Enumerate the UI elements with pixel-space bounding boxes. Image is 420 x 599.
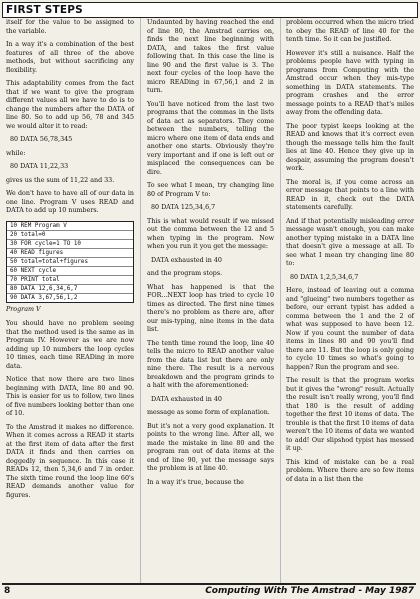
code-line: 80 DATA 11,22,33 xyxy=(10,163,69,170)
paragraph: However it's still a nuisance. Half the problems people have with typing in programs from Computing with the Amstrad occur when they mis-type something in DATA statements. The program crashes and the error message points to a READ that's miles away from the offending data. xyxy=(286,49,414,116)
paragraph: Notice that now there are two lines beginning with DATA, line 80 and 90. This is easier for us to follow, two lines of five numbers looking better than one of 10. xyxy=(6,376,134,417)
listing-line: 60 NEXT cycle xyxy=(7,266,133,275)
code-line: 80 DATA 125,34,6,7 xyxy=(151,204,216,211)
column-3 xyxy=(286,19,414,489)
listing-line: 50 total=total+figures xyxy=(7,257,133,266)
column-divider xyxy=(280,18,281,583)
paragraph: The result is that the program works but it gives the "wrong" result. Actually the result isn't really wrong, you'll find that 180 is the result of adding together the first 10 items of data. The trouble is that the first 10 items of data weren't the 10 items of data we wanted to add! Our slipshod typist has messed it up. xyxy=(286,377,414,452)
paragraph: and the program stops. xyxy=(147,270,223,277)
paragraph: You'll have noticed from the last two programs that the commas in the lists of data act as separators. They come between the numbers, telling the micro where one item of data ends and another one starts. Obviously they're very important and if one is left out or misplaced the consequences can be dire. xyxy=(147,100,274,176)
listing-line: 20 total=0 xyxy=(7,230,133,239)
paragraph: This adaptability comes from the fact that if we want to give the program different values all we have to do is to change the numbers after the DATA of line 80. So to add up 56, 78 and 345 we would alter it to read: xyxy=(6,80,134,130)
program-listing xyxy=(6,221,134,303)
code-line: 80 DATA 1,2,5,34,6,7 xyxy=(290,273,359,281)
listing-line: 40 READ figures xyxy=(7,248,133,257)
paragraph: In a way it's a combination of the best features of all three of the above methods, but without sacrificing any flexibility. xyxy=(6,41,134,74)
paragraph: itself for the value to be assigned to the variable. xyxy=(6,19,134,35)
page-number: 8 xyxy=(4,586,11,596)
paragraph: while: xyxy=(6,149,26,157)
listing-line: 30 FOR cycle=1 TO 10 xyxy=(7,239,133,248)
paragraph: To the Amstrad it makes no difference. When it comes across a READ it starts at the first item of data after the first DATA it finds and then carries on doggedly in sequence. In this case it READs 12, then 5,34,6 and 7 in order. The sixth time round the loop line 60's READ demands another value for figures. xyxy=(6,423,134,499)
code-line: 80 DATA 56,78,345 xyxy=(10,136,73,143)
listing-line: 80 DATA 12,6,34,6,7 xyxy=(7,284,133,293)
paragraph: But it's not a very good explanation. It points to the wrong line. After all, we made the mistake in line 80 and the program ran out of data items at the end of line 90, yet the message says the problem is at line 40. xyxy=(147,422,274,472)
page-footer xyxy=(2,583,416,598)
code-line: DATA exhausted in 40 xyxy=(151,256,222,264)
listing-caption: Program V xyxy=(6,305,41,313)
paragraph: The moral is, if you come across an error message that points to a line with READ in it, check out the DATA statements carefully. xyxy=(286,178,414,211)
paragraph: This kind of mistake can be a real problem. Where there are so few items of data in a list then the xyxy=(286,458,414,483)
paragraph: Here, instead of leaving out a comma and "glueing" two numbers together as before, our errant typist has added a comma between the 1 and the 2 of what was supposed to have been 12. Now if you count the number of data items in lines 80 and 90 you'll find there are 11. But the loop is only going to cycle 10 times so what's going to happen? Run the program and see. xyxy=(286,287,414,371)
column-divider xyxy=(140,18,141,583)
paragraph: We don't have to have all of our data in one line. Program V uses READ and DATA to add up 10 numbers. xyxy=(6,190,134,214)
column-1 xyxy=(6,19,134,505)
paragraph: This is what would result if we missed out the comma between the 12 and 5 when typing in the program. Now when you run it you get the message: xyxy=(147,217,274,250)
paragraph: And if that potentially misleading error message wasn't enough, you can make another typing mistake in a DATA line that doesn't give a message at all. To see what I mean try changing line 80 to: xyxy=(286,217,414,267)
paragraph: The poor typist keeps looking at the READ and knows that it's correct even though the message tells him the fault lies at line 40. Hence they give up in despair, assuming the program doesn't work. xyxy=(286,122,414,172)
section-header xyxy=(2,2,418,18)
paragraph: To see what I mean, try changing line 80 of Program V to: xyxy=(147,182,274,198)
column-2 xyxy=(147,19,274,492)
listing-line: 90 DATA 3,67,56,1,2 xyxy=(7,293,133,302)
paragraph: problem occurred when the micro tried to obey the READ of line 40 for the tenth time. So it can be justified. xyxy=(286,19,414,43)
paragraph: What has happened is that the FOR...NEXT loop has tried to cycle 10 times as directed. The first nine times there's no problem as there are, after our mis-typing, nine items in the data list. xyxy=(147,283,274,333)
paragraph: In a way it's true, because the xyxy=(147,478,244,486)
paragraph: Undaunted by having reached the end of line 80, the Amstrad carries on, finds the next line beginning with DATA, and takes the first value following that. In this case the line is line 90 and the first value is 3. The next four cycles of the loop have the micro READing in 67,56,1 and 2 in turn. xyxy=(147,19,274,94)
listing-line: 70 PRINT total xyxy=(7,275,133,284)
paragraph: gives us the sum of 11,22 and 33. xyxy=(6,176,115,184)
paragraph: message as some form of explanation. xyxy=(147,409,270,416)
magazine-credit: Computing With The Amstrad - May 1987 xyxy=(205,586,414,596)
section-title: FIRST STEPS xyxy=(6,4,83,16)
listing-line: 10 REM Program V xyxy=(10,222,67,229)
code-line: DATA exhausted in 40 xyxy=(151,395,222,403)
paragraph: You should have no problem seeing that the method used is the same as in Program IV. However as we are now adding up 10 numbers the loop cycles 10 times, each time READing in more data. xyxy=(6,320,134,370)
paragraph: The tenth time round the loop, line 40 tells the micro to READ another value from the data list but there are only nine there. The result is a nervous breakdown and the program grinds to a halt with the aforementioned: xyxy=(147,339,274,389)
